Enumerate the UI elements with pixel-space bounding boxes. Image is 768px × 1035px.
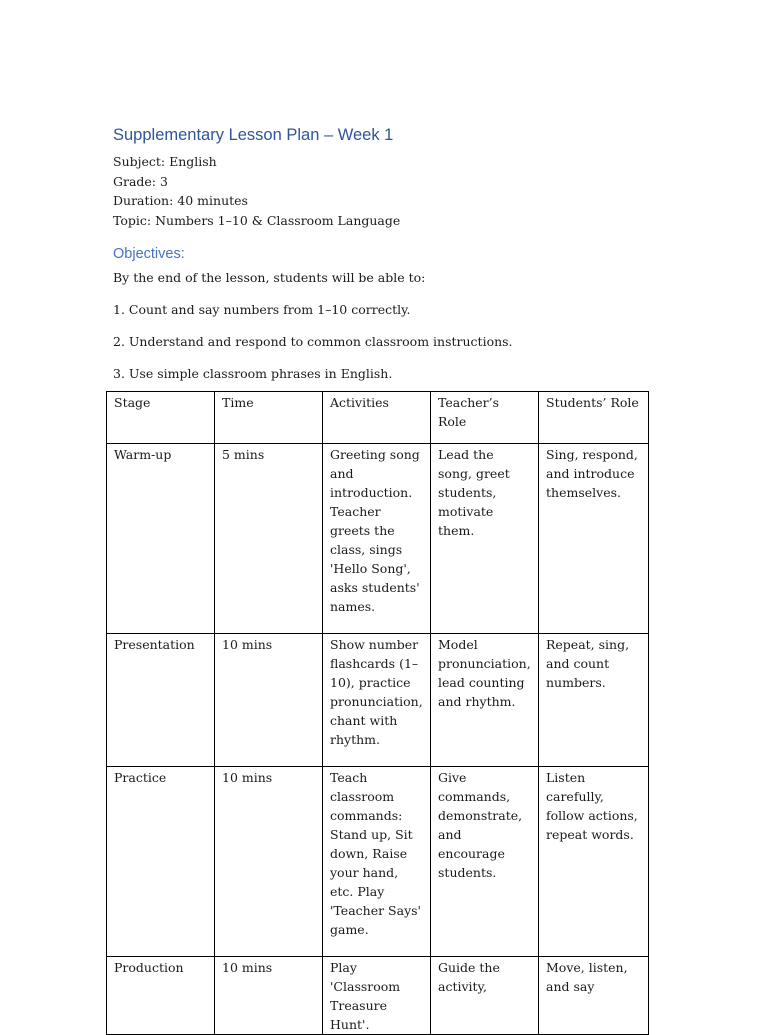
cell-time: 5 mins	[215, 444, 323, 634]
cell-activities: Teach classroom commands: Stand up, Sit down, Raise your hand, etc. Play 'Teacher Says' game.	[323, 767, 431, 957]
lesson-meta	[113, 152, 653, 230]
cell-time: 10 mins	[215, 634, 323, 767]
header-teachers-role: Teacher’s Role	[431, 392, 539, 444]
header-stage: Stage	[107, 392, 215, 444]
meta-grade: Grade: 3	[113, 173, 168, 189]
objectives-list	[113, 300, 653, 383]
objectives-heading: Objectives:	[113, 246, 185, 262]
cell-stage: Presentation	[107, 634, 215, 767]
objectives-intro: By the end of the lesson, students will be able to:	[113, 270, 426, 285]
meta-subject: Subject: English	[113, 154, 217, 169]
cell-students-role: Sing, respond, and introduce themselves.	[539, 444, 649, 634]
cell-activities: Greeting song and introduction. Teacher greets the class, sings 'Hello Song', asks students' names.	[323, 444, 431, 634]
objective-item: 3. Use simple classroom phrases in English.	[113, 366, 393, 381]
objective-item: 1. Count and say numbers from 1–10 correctly.	[113, 302, 411, 317]
cell-activities: Play 'Classroom Treasure Hunt'.	[323, 957, 431, 1035]
table-row	[107, 767, 649, 957]
document-title: Supplementary Lesson Plan – Week 1	[113, 126, 394, 144]
header-time: Time	[215, 392, 323, 444]
table-row	[107, 634, 649, 767]
objective-item: 2. Understand and respond to common classroom instructions.	[113, 334, 513, 349]
cell-students-role: Listen carefully, follow actions, repeat words.	[539, 767, 649, 957]
meta-topic: Topic: Numbers 1–10 & Classroom Language	[113, 212, 401, 228]
table-header-row	[107, 392, 649, 444]
lesson-stages-table	[106, 391, 649, 1035]
table-row	[107, 444, 649, 634]
cell-students-role: Repeat, sing, and count numbers.	[539, 634, 649, 767]
cell-students-role: Move, listen, and say	[539, 957, 649, 1035]
cell-teachers-role: Guide the activity,	[431, 957, 539, 1035]
lesson-plan-document	[113, 124, 653, 383]
cell-stage: Practice	[107, 767, 215, 957]
cell-time: 10 mins	[215, 957, 323, 1035]
table-row	[107, 957, 649, 1035]
cell-teachers-role: Model pronunciation, lead counting and rhythm.	[431, 634, 539, 767]
meta-duration: Duration: 40 minutes	[113, 193, 248, 208]
cell-activities: Show number flashcards (1–10), practice pronunciation, chant with rhythm.	[323, 634, 431, 767]
header-students-role: Students’ Role	[539, 392, 649, 444]
cell-teachers-role: Give commands, demonstrate, and encourage students.	[431, 767, 539, 957]
cell-stage: Production	[107, 957, 215, 1035]
cell-teachers-role: Lead the song, greet students, motivate them.	[431, 444, 539, 634]
header-activities: Activities	[323, 392, 431, 444]
cell-stage: Warm-up	[107, 444, 215, 634]
cell-time: 10 mins	[215, 767, 323, 957]
